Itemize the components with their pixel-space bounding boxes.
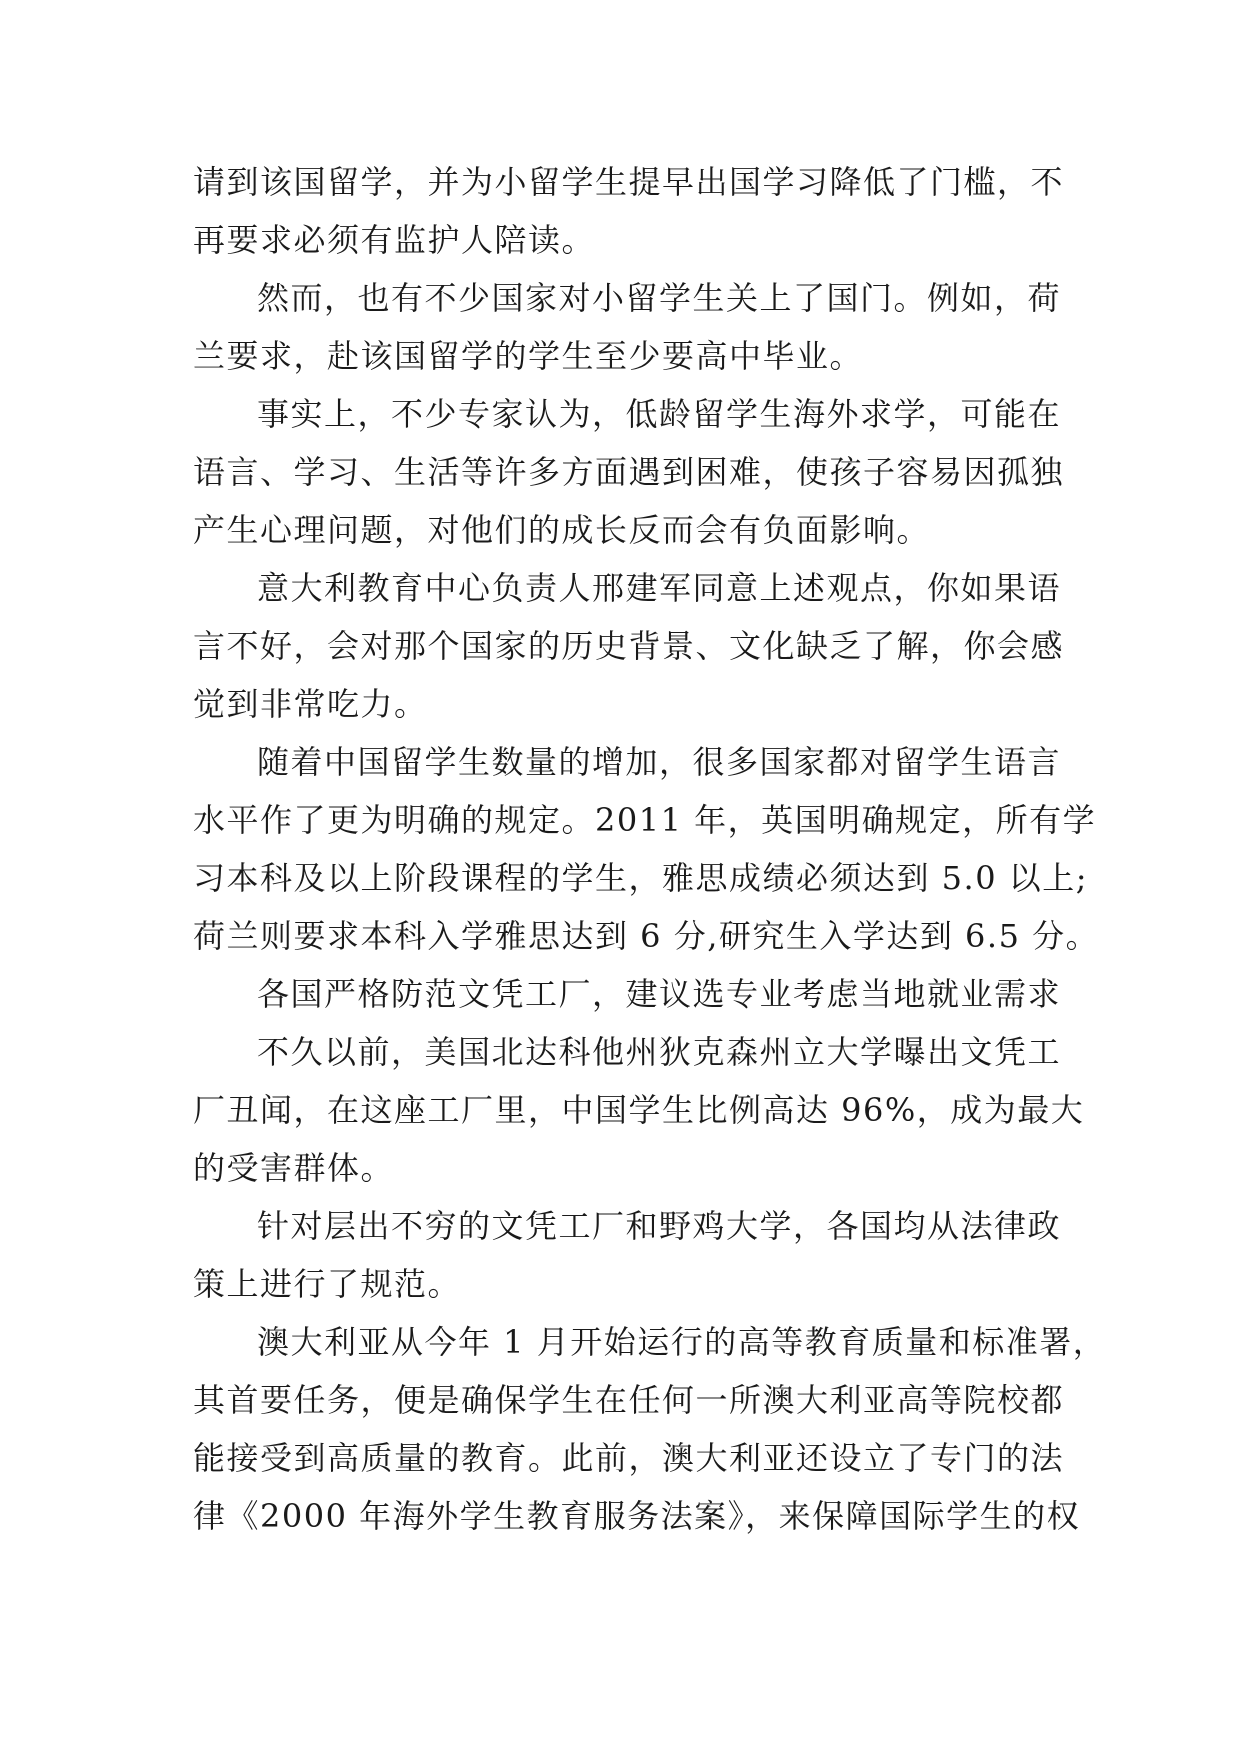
text-line-17: 厂丑闻，在这座工厂里，中国学生比例高达 96%，成为最大 bbox=[193, 1091, 1085, 1129]
text-line-5: 事实上，不少专家认为，低龄留学生海外求学，可能在 bbox=[257, 395, 1062, 433]
text-line-19: 针对层出不穷的文凭工厂和野鸡大学，各国均从法律政 bbox=[257, 1207, 1062, 1245]
text-line-22: 其首要任务，便是确保学生在任何一所澳大利亚高等院校都 bbox=[193, 1381, 1065, 1419]
text-line-7: 产生心理问题，对他们的成长反而会有负面影响。 bbox=[193, 511, 931, 549]
text-line-23: 能接受到高质量的教育。此前，澳大利亚还设立了专门的法 bbox=[193, 1439, 1065, 1477]
text-line-14: 荷兰则要求本科入学雅思达到 6 分,研究生入学达到 6.5 分。 bbox=[193, 917, 1100, 955]
text-line-9: 言不好，会对那个国家的历史背景、文化缺乏了解，你会感 bbox=[193, 627, 1065, 665]
text-line-24: 律《2000 年海外学生教育服务法案》，来保障国际学生的权 bbox=[193, 1497, 1081, 1535]
text-line-4: 兰要求，赴该国留学的学生至少要高中毕业。 bbox=[193, 337, 864, 375]
text-line-16: 不久以前，美国北达科他州狄克森州立大学曝出文凭工 bbox=[257, 1033, 1062, 1071]
text-line-10: 觉到非常吃力。 bbox=[193, 685, 428, 723]
text-line-20: 策上进行了规范。 bbox=[193, 1265, 462, 1303]
text-line-6: 语言、学习、生活等许多方面遇到困难，使孩子容易因孤独 bbox=[193, 453, 1065, 491]
text-line-2: 再要求必须有监护人陪读。 bbox=[193, 221, 596, 259]
text-line-18: 的受害群体。 bbox=[193, 1149, 395, 1187]
text-line-21: 澳大利亚从今年 1 月开始运行的高等教育质量和标准署， bbox=[257, 1323, 1107, 1361]
text-line-11: 随着中国留学生数量的增加，很多国家都对留学生语言 bbox=[257, 743, 1062, 781]
text-line-13: 习本科及以上阶段课程的学生，雅思成绩必须达到 5.0 以上; bbox=[193, 859, 1089, 897]
text-line-3: 然而，也有不少国家对小留学生关上了国门。例如，荷 bbox=[257, 279, 1062, 317]
text-line-12: 水平作了更为明确的规定。2011 年，英国明确规定，所有学 bbox=[193, 801, 1097, 839]
text-line-1: 请到该国留学，并为小留学生提早出国学习降低了门槛，不 bbox=[193, 163, 1065, 201]
section-heading: 各国严格防范文凭工厂，建议选专业考虑当地就业需求 bbox=[257, 975, 1062, 1013]
text-line-8: 意大利教育中心负责人邢建军同意上述观点，你如果语 bbox=[257, 569, 1062, 607]
